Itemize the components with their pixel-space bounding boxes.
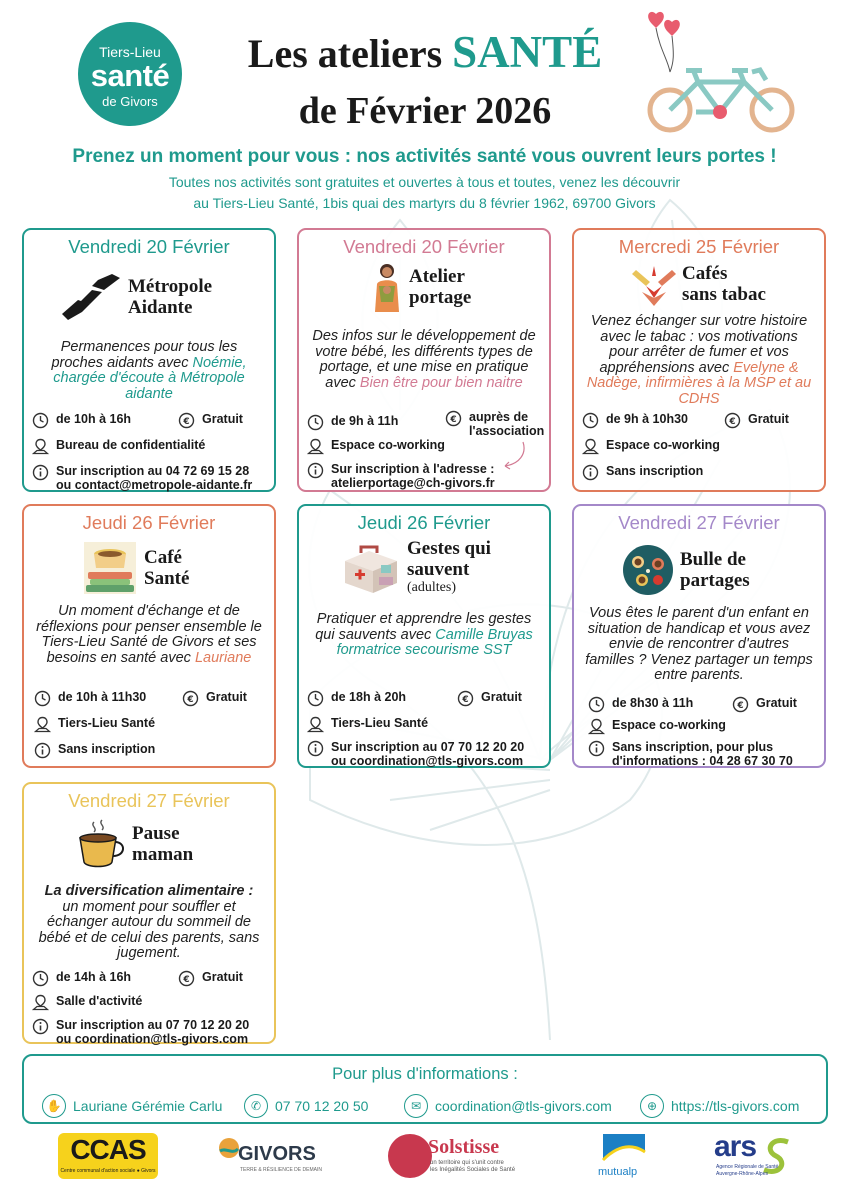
card-day: Jeudi 26 Février	[357, 512, 491, 533]
euro-coin-icon	[178, 970, 195, 987]
card-description: La diversification alimentaire : un moment pour souffler et échanger autour du sommeil de bébé et de celui des parents, sans jugement.	[38, 883, 260, 961]
solstisse-logo: Solstisse un territoire qui s'unit contre les Inégalités Sociales de Santé	[388, 1130, 522, 1182]
card-place: Tiers-Lieu Santé	[58, 716, 156, 730]
euro-coin-icon	[178, 412, 195, 429]
location-map-icon	[582, 438, 599, 455]
info-icon	[582, 464, 599, 481]
tagline: Prenez un moment pour vous : nos activités santé vous ouvrent leurs portes !	[72, 146, 777, 167]
card-day: Vendredi 20 Février	[343, 236, 505, 257]
location-map-icon	[34, 716, 51, 733]
givors-logo: GIVORS TERRE & RÉSILIENCE DE DEMAIN	[218, 1130, 324, 1182]
card-name: Atelier portage	[409, 266, 472, 308]
card-info-line-1: Sur inscription au 04 72 69 15 28	[56, 464, 250, 478]
workshop-card-metropole-aidante	[22, 228, 276, 492]
workshop-card-cafes-sans-tabac	[572, 228, 826, 492]
clock-icon	[307, 414, 324, 431]
card-price: Gratuit	[206, 690, 247, 704]
card-place: Salle d'activité	[56, 994, 143, 1008]
info-icon	[307, 462, 324, 479]
title-accent: SANTÉ	[452, 27, 603, 77]
card-description: Pratiquer et apprendre les gestes qui sauvents avec Camille Bruyas formatrice secourisme SST	[315, 611, 533, 658]
location-map-icon	[588, 718, 605, 735]
card-time: de 9h à 11h	[331, 414, 399, 428]
contact-name: Lauriane Gérémie Carlu	[73, 1098, 223, 1114]
contact-phone[interactable]	[244, 1094, 368, 1118]
workshop-card-pause-maman	[22, 782, 276, 1044]
card-description: Un moment d'échange et de réflexions pour penser ensemble le Tiers-Lieu Santé de Givors et ses besoins en santé avec Lauriane	[36, 603, 262, 666]
info-icon	[307, 740, 324, 757]
card-info-line-1: Sur inscription au 07 70 12 20 20	[56, 1018, 250, 1032]
info-icon	[32, 464, 49, 481]
card-time: de 8h30 à 11h	[612, 696, 694, 710]
card-info-line-1: Sans inscription	[58, 742, 156, 756]
coffee-cup-icon	[82, 540, 138, 596]
clock-icon	[582, 412, 599, 429]
card-price: Gratuit	[202, 970, 243, 984]
arrow-decoration	[499, 440, 529, 470]
footer-title: Pour plus d'informations :	[332, 1065, 518, 1083]
card-info-line-2: ou contact@metropole-aidante.fr	[56, 478, 253, 492]
logo-line-2: santé	[90, 58, 170, 93]
clock-icon	[588, 696, 605, 713]
card-price: Gratuit	[748, 412, 789, 426]
coffee-table-icon	[622, 544, 674, 596]
card-description: Permanences pour tous les proches aidants avec Noémie, chargée d'écoute à Métropole aidante	[51, 339, 247, 402]
card-price-line-1: auprès de	[469, 410, 529, 424]
intro-line-1: Toutes nos activités sont gratuites et ouvertes à tous et toutes, venez les découvrir	[168, 174, 681, 190]
card-place: Bureau de confidentialité	[56, 438, 206, 452]
globe-icon: ⊕	[640, 1094, 664, 1118]
contact-person	[42, 1094, 222, 1118]
clock-icon	[32, 970, 49, 987]
euro-coin-icon	[724, 412, 741, 429]
babywearing-woman-icon	[371, 262, 403, 312]
card-description: Venez échanger sur votre histoire avec le tabac : vos motivations pour arrêter de fumer et vos appréhensions avec Evelyne & Nadège, infirmières à la MSP et au CDHS	[586, 313, 812, 407]
card-info-line-2: d'informations : 04 28 67 30 70	[612, 754, 793, 768]
page-title	[200, 28, 650, 134]
broken-cigarette-icon	[632, 262, 676, 306]
card-time: de 10h à 11h30	[58, 690, 147, 704]
mutualp-logo: mutualp	[594, 1130, 654, 1182]
workshop-card-cafe-sante	[22, 504, 276, 768]
card-name: Gestes qui sauvent (adultes)	[407, 538, 491, 595]
workshop-card-gestes-qui-sauvent	[297, 504, 551, 768]
card-name: Café Santé	[144, 547, 190, 589]
card-price: Gratuit	[202, 412, 243, 426]
card-price: Gratuit	[756, 696, 797, 710]
card-day: Jeudi 26 Février	[82, 512, 216, 533]
card-info-line-1: Sur inscription à l'adresse :	[331, 462, 495, 476]
card-info-line-2: atelierportage@ch-givors.fr	[331, 476, 495, 490]
clock-icon	[307, 690, 324, 707]
contact-footer	[22, 1054, 828, 1124]
euro-coin-icon	[457, 690, 474, 707]
handshake-outline-icon: ✋	[42, 1094, 66, 1118]
title-line-2: de Février 2026	[298, 90, 552, 132]
tiers-lieu-sante-logo	[78, 22, 182, 126]
card-time: de 14h à 16h	[56, 970, 132, 984]
card-description: Des infos sur le développement de votre bébé, les différents types de portage, et une mise en pratique avec Bien être pour bien naitre	[312, 328, 536, 391]
workshop-card-bulle-de-partages	[572, 504, 826, 768]
email-address[interactable]: coordination@tls-givors.com	[435, 1098, 612, 1114]
card-name: Cafés sans tabac	[682, 263, 766, 305]
phone-icon: ✆	[244, 1094, 268, 1118]
card-price: Gratuit	[481, 690, 522, 704]
ccas-logo: CCAS Centre communal d'action sociale ● Givors	[56, 1130, 160, 1182]
contact-website[interactable]	[640, 1094, 799, 1118]
card-day: Vendredi 27 Février	[68, 790, 230, 811]
card-place: Espace co-working	[331, 438, 445, 452]
workshop-card-atelier-portage	[297, 228, 551, 492]
intro-text	[0, 172, 849, 214]
euro-coin-icon	[182, 690, 199, 707]
card-day: Vendredi 20 Février	[68, 236, 230, 257]
svg-text:€: €	[737, 701, 744, 711]
card-place: Tiers-Lieu Santé	[331, 716, 429, 730]
card-time: de 9h à 10h30	[606, 412, 688, 426]
card-info-line-1: Sans inscription, pour plus	[612, 740, 774, 754]
logo-line-1: Tiers-Lieu	[99, 44, 161, 60]
card-day: Mercredi 25 Février	[618, 236, 780, 257]
clock-icon	[32, 412, 49, 429]
card-description: Vous êtes le parent d'un enfant en situation de handicap et vous avez envie de rencontrer d'autres familles ? Venez partager un temps entre parents.	[585, 605, 813, 683]
svg-text:€: €	[450, 415, 457, 425]
location-map-icon	[307, 716, 324, 733]
card-info-line-2: ou coordination@tls-givors.com	[56, 1032, 249, 1046]
tandem-bike-balloons-icon	[640, 10, 800, 140]
info-icon	[32, 1018, 49, 1035]
location-map-icon	[32, 994, 49, 1011]
logo-line-3: de Givors	[102, 94, 158, 109]
card-name: Métropole Aidante	[128, 276, 213, 318]
steaming-cup-icon	[76, 818, 126, 870]
card-name: Bulle de partages	[680, 549, 750, 591]
handshake-icon	[60, 274, 122, 320]
title-line-1: Les ateliers	[247, 31, 453, 76]
card-place: Espace co-working	[612, 718, 726, 732]
euro-coin-icon	[445, 410, 462, 427]
card-time: de 18h à 20h	[331, 690, 407, 704]
intro-line-2: au Tiers-Lieu Santé, 1bis quai des martyrs du 8 février 1962, 69700 Givors	[193, 195, 656, 211]
card-price-line-2: l'association	[469, 424, 545, 438]
card-info-line-1: Sans inscription	[606, 464, 704, 478]
card-info-line-1: Sur inscription au 07 70 12 20 20	[331, 740, 525, 754]
ars-logo: ars Agence Régionale de Santé Auvergne-Rhône-Alpes	[712, 1130, 798, 1182]
location-map-icon	[32, 438, 49, 455]
card-place: Espace co-working	[606, 438, 720, 452]
euro-coin-icon	[732, 696, 749, 713]
first-aid-kit-icon	[339, 539, 401, 595]
info-icon	[588, 740, 605, 757]
phone-number[interactable]: 07 70 12 20 50	[275, 1098, 369, 1114]
card-name: Pause maman	[132, 823, 194, 865]
svg-text:€: €	[729, 417, 736, 427]
info-icon	[34, 742, 51, 759]
contact-email[interactable]	[404, 1094, 612, 1118]
website-link[interactable]: https://tls-givors.com	[671, 1098, 800, 1114]
card-day: Vendredi 27 Février	[618, 512, 780, 533]
svg-text:€: €	[187, 695, 194, 705]
location-map-icon	[307, 438, 324, 455]
svg-text:€: €	[462, 695, 469, 705]
clock-icon	[34, 690, 51, 707]
email-icon: ✉	[404, 1094, 428, 1118]
card-time: de 10h à 16h	[56, 412, 132, 426]
svg-text:€: €	[183, 417, 190, 427]
card-info-line-2: ou coordination@tls-givors.com	[331, 754, 524, 768]
svg-text:€: €	[183, 975, 190, 985]
